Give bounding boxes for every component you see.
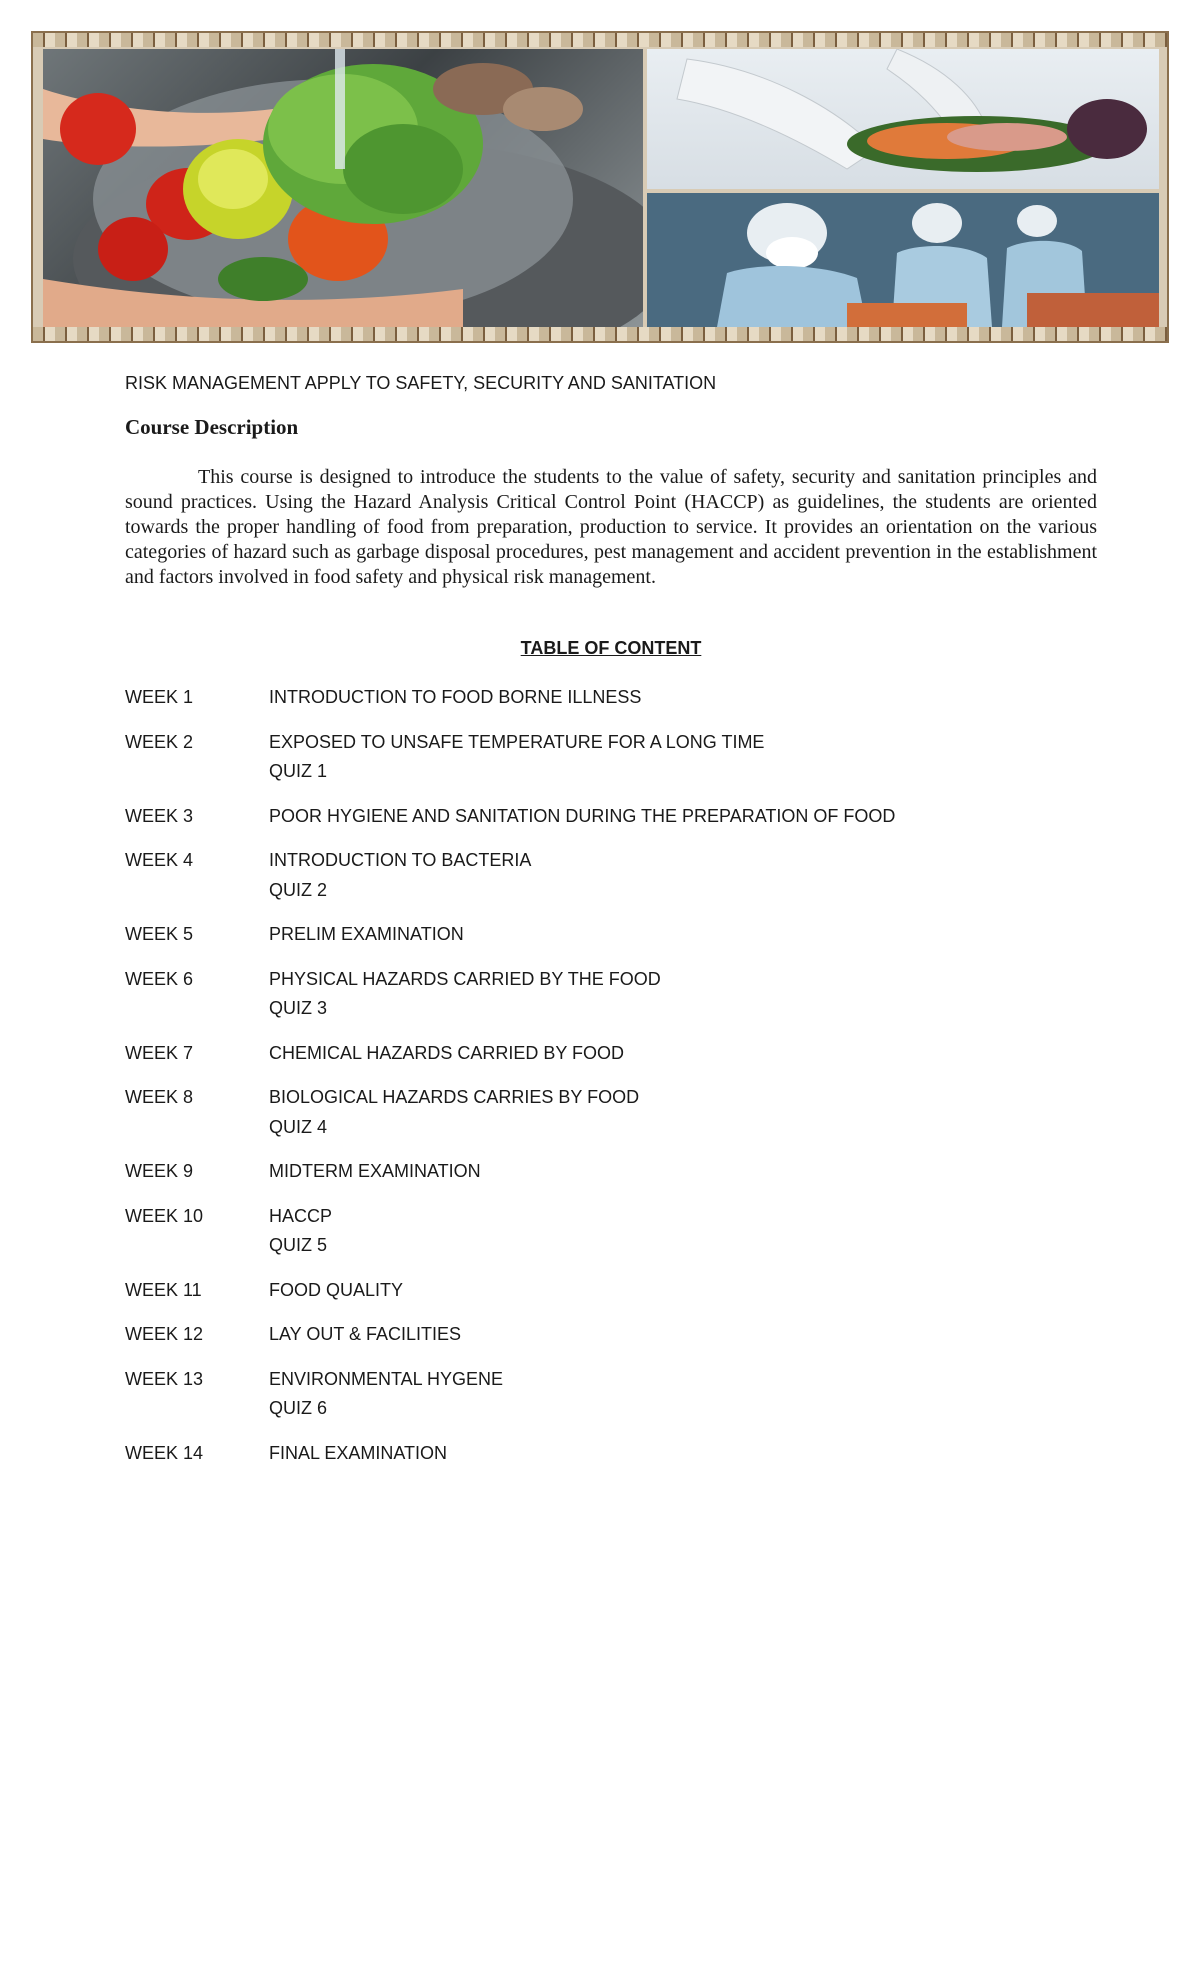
header-banner bbox=[31, 31, 1169, 343]
gloved-hands-food-prep-photo bbox=[647, 49, 1159, 189]
toc-topics bbox=[269, 802, 895, 832]
toc-week-label: WEEK 13 bbox=[125, 1368, 204, 1389]
toc-topic: INTRODUCTION TO BACTERIA bbox=[269, 850, 532, 870]
toc-topics bbox=[269, 1083, 639, 1142]
toc-week-label: WEEK 9 bbox=[125, 1161, 194, 1181]
toc-row bbox=[125, 920, 1025, 950]
toc-row bbox=[125, 802, 1025, 832]
course-description-paragraph: This course is designed to introduce the students to the value of safety, security and sanitation principles and sound practices. Using the Hazard Analysis Critical Control Point (HACCP) as guidelines, the students are oriented towards the proper handling of food from preparation, production to service. It provides an orientation on the various categories of hazard such as garbage disposal procedures, pest management and accident prevention in the establishment and factors involved in food safety and physical risk management. bbox=[125, 466, 1097, 588]
toc-row bbox=[125, 683, 1025, 713]
toc-topic: FOOD QUALITY bbox=[269, 1279, 404, 1300]
toc-week-label: WEEK 5 bbox=[125, 924, 194, 944]
toc-topic: POOR HYGIENE AND SANITATION DURING THE PREPARATION OF FOOD bbox=[269, 805, 896, 826]
toc-topics bbox=[269, 1202, 332, 1261]
toc-topics bbox=[269, 1439, 447, 1469]
toc-row bbox=[125, 846, 1025, 905]
course-description-heading: Course Description bbox=[125, 415, 299, 439]
toc-row bbox=[125, 1157, 1025, 1187]
toc-topic: PRELIM EXAMINATION bbox=[269, 924, 464, 944]
toc-row bbox=[125, 965, 1025, 1024]
toc-topics bbox=[269, 965, 661, 1024]
toc-row bbox=[125, 1083, 1025, 1142]
toc-topic: EXPOSED TO UNSAFE TEMPERATURE FOR A LONG TIME bbox=[269, 731, 765, 752]
toc-row bbox=[125, 1276, 1025, 1306]
toc-topic: FINAL EXAMINATION bbox=[269, 1442, 448, 1463]
vegetables-washing-photo bbox=[43, 49, 643, 327]
toc-topics bbox=[269, 728, 764, 787]
toc-row bbox=[125, 1320, 1025, 1350]
toc-week-label: WEEK 10 bbox=[125, 1205, 204, 1226]
toc-row bbox=[125, 1365, 1025, 1424]
toc-topic: QUIZ 3 bbox=[269, 998, 328, 1018]
toc-week-label: WEEK 3 bbox=[125, 805, 194, 826]
table-of-content-title: TABLE OF CONTENT bbox=[520, 638, 702, 658]
toc-topics bbox=[269, 1320, 461, 1350]
toc-week-label: WEEK 4 bbox=[125, 850, 194, 870]
toc-topic: MIDTERM EXAMINATION bbox=[269, 1161, 481, 1181]
toc-topic: QUIZ 4 bbox=[269, 1116, 328, 1137]
toc-topics bbox=[269, 683, 641, 713]
toc-week-label: WEEK 1 bbox=[125, 687, 194, 707]
toc-topic: ENVIRONMENTAL HYGENE bbox=[269, 1368, 504, 1389]
toc-topic: CHEMICAL HAZARDS CARRIED BY FOOD bbox=[269, 1042, 625, 1063]
toc-topic: HACCP bbox=[269, 1205, 333, 1226]
toc-row bbox=[125, 1439, 1025, 1469]
toc-week-label: WEEK 11 bbox=[125, 1279, 202, 1300]
toc-week-label: WEEK 8 bbox=[125, 1087, 194, 1107]
toc-week-label: WEEK 2 bbox=[125, 731, 194, 752]
toc-topic: INTRODUCTION TO FOOD BORNE ILLNESS bbox=[269, 687, 642, 707]
toc-row bbox=[125, 728, 1025, 787]
toc-row bbox=[125, 1202, 1025, 1261]
toc-topics bbox=[269, 920, 464, 950]
toc-topics bbox=[269, 1039, 624, 1069]
toc-topic: QUIZ 6 bbox=[269, 1398, 328, 1418]
food-workers-masks-photo bbox=[647, 193, 1159, 327]
toc-topics bbox=[269, 846, 531, 905]
toc-topic: PHYSICAL HAZARDS CARRIED BY THE FOOD bbox=[269, 968, 661, 989]
ornamental-frame-top bbox=[33, 33, 1167, 47]
toc-topic: QUIZ 2 bbox=[269, 879, 328, 900]
toc-week-label: WEEK 14 bbox=[125, 1442, 204, 1463]
toc-topic: QUIZ 1 bbox=[269, 761, 328, 781]
toc-week-label: WEEK 6 bbox=[125, 968, 194, 989]
ornamental-frame-bottom bbox=[33, 327, 1167, 341]
toc-topic: QUIZ 5 bbox=[269, 1235, 328, 1255]
toc-topics bbox=[269, 1276, 403, 1306]
toc-topic: LAY OUT & FACILITIES bbox=[269, 1324, 462, 1344]
toc-week-label: WEEK 12 bbox=[125, 1324, 204, 1344]
toc-row bbox=[125, 1039, 1025, 1069]
toc-week-label: WEEK 7 bbox=[125, 1042, 194, 1063]
toc-topic: BIOLOGICAL HAZARDS CARRIES BY FOOD bbox=[269, 1087, 640, 1107]
toc-topics bbox=[269, 1157, 481, 1187]
table-of-content-list bbox=[125, 683, 1025, 1483]
document-title: RISK MANAGEMENT APPLY TO SAFETY, SECURITY AND SANITATION bbox=[125, 373, 717, 393]
toc-topics bbox=[269, 1365, 503, 1424]
